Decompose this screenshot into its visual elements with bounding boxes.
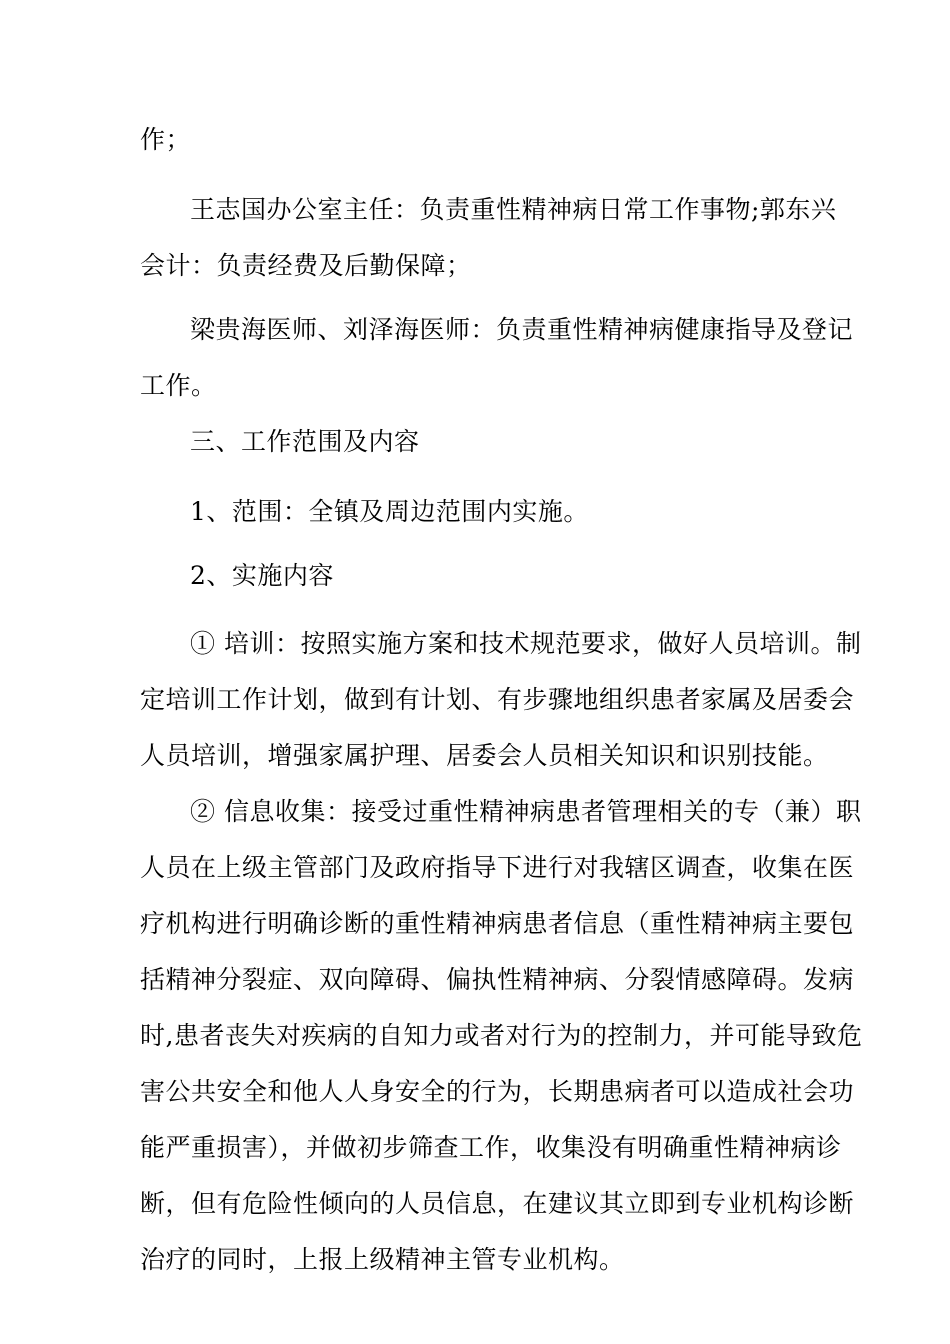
text-line: 梁贵海医师、刘泽海医师：负责重性精神病健康指导及登记 <box>190 315 854 344</box>
section-heading <box>140 414 820 470</box>
text-line: 疗机构进行明确诊断的重性精神病患者信息（重性精神病主要包 <box>140 909 855 938</box>
paragraph-info-collection <box>140 784 863 1288</box>
paragraph-training <box>140 616 862 784</box>
text-line: 时,患者丧失对疾病的自知力或者对行为的控制力，并可能导致危 <box>140 1021 863 1050</box>
text-line: 治疗的同时，上报上级精神主管专业机构。 <box>140 1245 625 1274</box>
paragraph-staff-doctors <box>140 302 854 414</box>
text-line: 工作。 <box>140 371 217 400</box>
text-line: 人员在上级主管部门及政府指导下进行对我辖区调查，收集在医 <box>140 853 855 882</box>
text-line: 作； <box>140 125 192 154</box>
text-line: ② 信息收集：接受过重性精神病患者管理相关的专（兼）职 <box>190 797 862 826</box>
text-line: 断，但有危险性倾向的人员信息，在建议其立即到专业机构诊断 <box>140 1189 855 1218</box>
paragraph-content-heading <box>140 548 820 604</box>
paragraph-scope <box>140 484 820 540</box>
text-line: 王志国办公室主任：负责重性精神病日常工作事物;郭东兴 <box>190 195 837 224</box>
text-line: 括精神分裂症、双向障碍、偏执性精神病、分裂情感障碍。发病 <box>140 965 855 994</box>
text-line: 1、范围：全镇及周边范围内实施。 <box>190 497 589 526</box>
text-line: 人员培训，增强家属护理、居委会人员相关知识和识别技能。 <box>140 741 829 770</box>
text-line: ① 培训：按照实施方案和技术规范要求，做好人员培训。制 <box>190 629 862 658</box>
text-line: 三、工作范围及内容 <box>190 427 420 456</box>
text-line: 能严重损害），并做初步筛查工作，收集没有明确重性精神病诊 <box>140 1133 842 1162</box>
paragraph-staff-office <box>140 182 837 294</box>
paragraph-continuation <box>140 112 820 168</box>
text-line: 定培训工作计划，做到有计划、有步骤地组织患者家属及居委会 <box>140 685 855 714</box>
text-line: 2、实施内容 <box>190 561 334 590</box>
text-line: 害公共安全和他人人身安全的行为，长期患病者可以造成社会功 <box>140 1077 855 1106</box>
text-line: 会计：负责经费及后勤保障； <box>140 251 472 280</box>
